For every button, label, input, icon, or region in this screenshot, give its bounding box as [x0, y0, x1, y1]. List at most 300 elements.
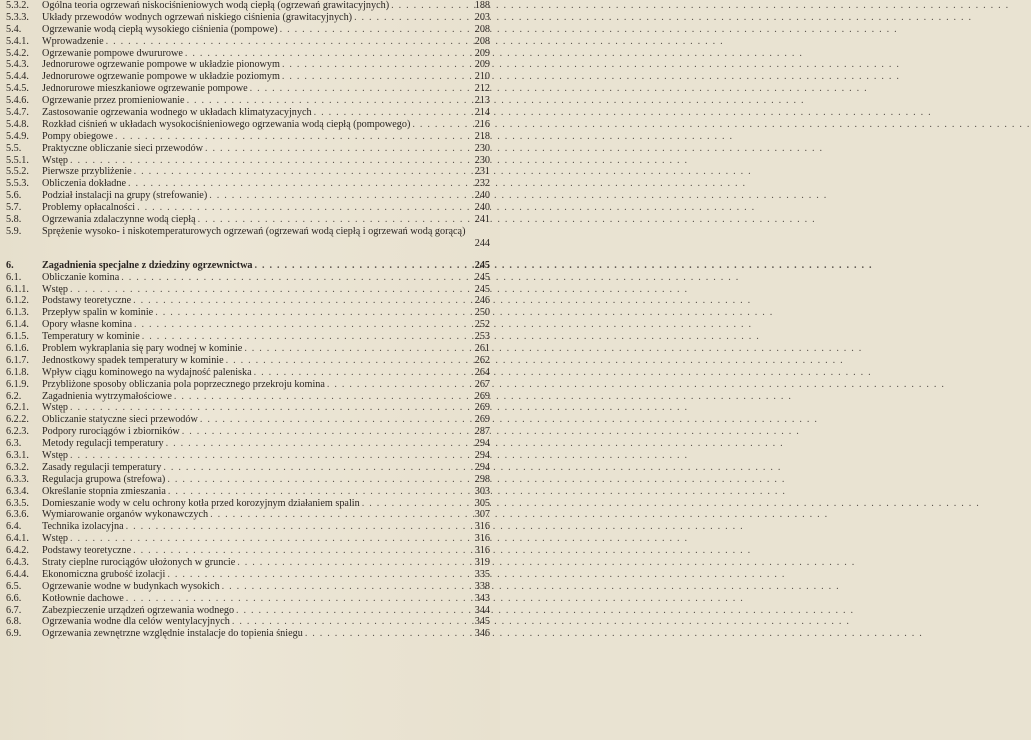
toc-entry — [6, 438, 490, 450]
toc-entry — [6, 24, 490, 36]
toc-entry-number: 6.5. — [6, 580, 22, 592]
dot-leader — [126, 593, 744, 605]
toc-entry-title: Pompy obiegowe — [42, 130, 114, 142]
toc-entry-number: 5.4.9. — [6, 130, 29, 142]
toc-entry-line — [42, 295, 466, 307]
toc-entry-line — [42, 605, 466, 617]
toc-page — [0, 0, 500, 740]
toc-entry-line — [42, 569, 466, 581]
toc-entry-number: 6.3. — [6, 438, 22, 450]
dot-leader — [70, 402, 688, 414]
toc-entry — [6, 426, 490, 438]
dot-leader — [210, 509, 828, 521]
toc-entry-line — [42, 367, 466, 379]
toc-entry-page: 305 — [474, 497, 490, 509]
toc-entry-number: 5.4.4. — [6, 71, 29, 83]
toc-entry-number: 5.4.8. — [6, 118, 29, 130]
toc-entry-number: 6.2. — [6, 390, 22, 402]
toc-entry-number: 5.4.6. — [6, 95, 29, 107]
toc-entry — [6, 166, 490, 178]
toc-entry-title: Pierwsze przybliżenie — [42, 166, 132, 178]
toc-entry-number: 5.9. — [6, 225, 22, 237]
toc-entry-page: 216 — [474, 118, 490, 130]
toc-entry-number: 5.6. — [6, 190, 22, 202]
toc-entry — [6, 319, 490, 331]
toc-entry-line — [42, 616, 466, 628]
toc-entry-page: 294 — [474, 449, 490, 461]
toc-entry-page: 307 — [474, 509, 490, 521]
toc-entry-title: Ogrzewania wodne dla celów wentylacyjnych — [42, 616, 230, 628]
toc-entry-title: Kotłownie dachowe — [42, 592, 124, 604]
toc-entry-page: 208 — [474, 23, 490, 35]
toc-entry-number: 6.3.3. — [6, 473, 29, 485]
toc-entry-line — [42, 486, 466, 498]
toc-entry-line — [42, 166, 466, 178]
toc-entry-title: Ogrzewanie przez promieniowanie — [42, 95, 185, 107]
toc-entry — [6, 202, 490, 214]
toc-entry-number: 5.3.2. — [6, 0, 29, 11]
toc-entry — [6, 226, 490, 250]
toc-entry-page: 287 — [474, 426, 490, 438]
toc-entry-page: 264 — [474, 366, 490, 378]
toc-entry — [6, 557, 490, 569]
toc-entry-title: Podpory rurociągów i zbiorników — [42, 426, 180, 438]
toc-entry — [6, 616, 490, 628]
toc-entry-number: 6.4.2. — [6, 545, 29, 557]
toc-entry-page: 261 — [474, 342, 490, 354]
dot-leader — [280, 24, 898, 36]
toc-entry-number: 5.5.3. — [6, 178, 29, 190]
toc-entry-number: 5.4.2. — [6, 47, 29, 59]
toc-entry-line — [42, 226, 466, 238]
toc-entry-number: 5.7. — [6, 202, 22, 214]
toc-entry-page: 345 — [474, 616, 490, 628]
toc-entry-page: 230 — [474, 142, 490, 154]
toc-entry-line — [42, 533, 466, 545]
toc-entry-page: 212 — [474, 83, 490, 95]
toc-entry-line — [42, 593, 466, 605]
toc-entry-title: Sprężenie wysoko- i niskotemperaturowych ogrzewań (ogrzewań wodą ciepłą i ogrzewań wodą gorącą) — [42, 225, 466, 237]
toc-entry-title: Obliczanie statyczne sieci przewodów — [42, 414, 198, 426]
dot-leader — [133, 545, 751, 557]
toc-entry — [6, 581, 490, 593]
toc-entry-number: 6.1.5. — [6, 331, 29, 343]
toc-entry-title: Wstęp — [42, 154, 69, 166]
toc-entry-page: 218 — [474, 130, 490, 142]
dot-leader — [314, 107, 932, 119]
toc-entry — [6, 284, 490, 296]
toc-entry-page: 246 — [474, 295, 490, 307]
dot-leader — [305, 628, 923, 640]
toc-entry — [6, 331, 490, 343]
toc-entry-number: 6.4.4. — [6, 568, 29, 580]
toc-entry — [6, 379, 490, 391]
toc-entry-title: Przepływ spalin w kominie — [42, 307, 154, 319]
toc-entry-number: 6.2.2. — [6, 414, 29, 426]
toc-entry — [6, 12, 490, 24]
toc-entry-page: 346 — [474, 628, 490, 640]
toc-entry — [6, 391, 490, 403]
dot-leader — [282, 71, 900, 83]
dot-leader — [70, 155, 688, 167]
toc-entry-title: Ogrzewania zewnętrzne względnie instalacje do topienia śniegu — [42, 628, 303, 640]
toc-entry — [6, 178, 490, 190]
dot-leader — [255, 260, 873, 272]
toc-entry-title: Problemy opłacalności — [42, 202, 136, 214]
dot-leader — [222, 581, 840, 593]
dot-leader — [244, 343, 862, 355]
dot-leader — [70, 284, 688, 296]
toc-entry-number: 5.4.1. — [6, 35, 29, 47]
toc-entry-page: 267 — [474, 378, 490, 390]
toc-entry-page: 269 — [474, 414, 490, 426]
dot-leader — [209, 190, 827, 202]
toc-entry-line — [42, 521, 466, 533]
dot-leader — [115, 131, 733, 143]
toc-entry-line — [42, 0, 466, 12]
toc-entry-title: Ogrzewanie wodne w budynkach wysokich — [42, 580, 220, 592]
toc-entry-line — [42, 379, 466, 391]
dot-leader — [126, 521, 744, 533]
toc-entry-title: Wstęp — [42, 533, 69, 545]
dot-leader — [254, 367, 872, 379]
toc-entry — [6, 593, 490, 605]
toc-entry-line — [42, 426, 466, 438]
toc-entry — [6, 462, 490, 474]
toc-entry-page: 230 — [474, 154, 490, 166]
toc-entry-line — [42, 557, 466, 569]
toc-entry — [6, 414, 490, 426]
toc-entry-title: Wstęp — [42, 402, 69, 414]
dot-leader — [70, 533, 688, 545]
toc-entry-line — [42, 59, 466, 71]
toc-entry-title: Jednorurowe ogrzewanie pompowe w układzie pionowym — [42, 59, 280, 71]
toc-entry-page: 232 — [474, 178, 490, 190]
toc-entry-line — [42, 545, 466, 557]
dot-leader — [200, 414, 818, 426]
toc-entry-line — [42, 355, 466, 367]
toc-entry — [6, 486, 490, 498]
toc-entry — [6, 295, 490, 307]
toc-entry-line — [42, 12, 466, 24]
dot-leader — [237, 557, 855, 569]
toc-entry-page: 269 — [474, 390, 490, 402]
toc-entry-page: 208 — [474, 35, 490, 47]
dot-leader — [232, 616, 850, 628]
toc-entry — [6, 307, 490, 319]
toc-entry-line — [42, 202, 466, 214]
toc-entry-number: 6.3.5. — [6, 497, 29, 509]
toc-entry-line — [42, 498, 466, 510]
toc-entry-page: 241 — [474, 214, 490, 226]
toc-entry-page: 214 — [474, 107, 490, 119]
toc-entry-title: Jednostkowy spadek temperatury w kominie — [42, 354, 224, 366]
toc-entry-line — [42, 119, 466, 131]
toc-entry — [6, 450, 490, 462]
dot-leader — [198, 214, 816, 226]
toc-entry-number: 6.2.3. — [6, 426, 29, 438]
toc-entry-title: Ogólna teoria ogrzewań niskociśnieniowych wodą ciepłą (ogrzewań grawitacyjnych) — [42, 0, 390, 11]
toc-entry-title: Podział instalacji na grupy (strefowanie) — [42, 190, 208, 202]
toc-entry-number: 6.4. — [6, 521, 22, 533]
toc-entry-page: 240 — [474, 190, 490, 202]
toc-entry-line — [42, 343, 466, 355]
toc-entry — [6, 214, 490, 226]
toc-entry-number: 6.1.8. — [6, 366, 29, 378]
toc-entry-page: 188 — [474, 0, 490, 11]
toc-entry — [6, 533, 490, 545]
toc-entry-page: 244 — [474, 237, 490, 249]
toc-entry-number: 5.4. — [6, 23, 22, 35]
toc-entry-page: 203 — [474, 11, 490, 23]
toc-entry-title: Opory własne komina — [42, 319, 132, 331]
toc-entry-title: Wstęp — [42, 283, 69, 295]
toc-entry-page: 269 — [474, 402, 490, 414]
toc-entry-title: Problem wykraplania się pary wodnej w kominie — [42, 342, 243, 354]
toc-entry-page: 231 — [474, 166, 490, 178]
toc-entry-line — [42, 319, 466, 331]
toc-entry-title: Określanie stopnia zmieszania — [42, 485, 166, 497]
dot-leader — [354, 12, 972, 24]
dot-leader — [142, 331, 760, 343]
toc-entry-number: 6.1.7. — [6, 354, 29, 366]
toc-entry-page: 262 — [474, 354, 490, 366]
dot-leader — [362, 498, 980, 510]
dot-leader — [134, 166, 752, 178]
toc-entry-number: 5.5.2. — [6, 166, 29, 178]
toc-entry-page: 343 — [474, 592, 490, 604]
toc-entry — [6, 36, 490, 48]
toc-entry-page: 294 — [474, 461, 490, 473]
toc-entry-number: 6.3.4. — [6, 485, 29, 497]
toc-entry-title: Ogrzewania zdalaczynne wodą ciepłą — [42, 214, 196, 226]
toc-entry-title: Układy przewodów wodnych ogrzewań niskiego ciśnienia (grawitacyjnych) — [42, 11, 353, 23]
toc-entry-page: 210 — [474, 71, 490, 83]
toc-entry-number: 6.9. — [6, 628, 22, 640]
toc-entry-page: 245 — [474, 271, 490, 283]
toc-entry-page: 240 — [474, 202, 490, 214]
toc-entry-title: Praktyczne obliczanie sieci przewodów — [42, 142, 203, 154]
dot-leader — [121, 272, 739, 284]
toc-entry-line — [42, 260, 466, 272]
toc-entry-page: 245 — [474, 283, 490, 295]
toc-entry-title: Ogrzewanie pompowe dwururowe — [42, 47, 183, 59]
toc-entry-number: 6.1.3. — [6, 307, 29, 319]
toc-entry-number: 6.3.2. — [6, 461, 29, 473]
toc-entry-line — [42, 438, 466, 450]
toc-entry-number: 6. — [6, 259, 14, 271]
toc-entry-page: 316 — [474, 545, 490, 557]
toc-entry — [6, 628, 490, 640]
toc-entry-page: 253 — [474, 331, 490, 343]
toc-entry-title: Straty cieplne rurociągów ułożonych w gruncie — [42, 556, 236, 568]
toc-entry-line — [42, 131, 466, 143]
toc-entry — [6, 474, 490, 486]
toc-entry-number: 6.3.6. — [6, 509, 29, 521]
toc-entry — [6, 143, 490, 155]
dot-leader — [137, 202, 755, 214]
toc-entry-title: Jednorurowe mieszkaniowe ogrzewanie pompowe — [42, 83, 248, 95]
toc-entry-line — [42, 307, 466, 319]
toc-entry-line — [42, 71, 466, 83]
toc-entry-number: 6.1.2. — [6, 295, 29, 307]
toc-entry-number: 6.1.1. — [6, 283, 29, 295]
toc-entry-page: 209 — [474, 59, 490, 71]
toc-entry-title: Podstawy teoretyczne — [42, 295, 132, 307]
toc-entry-title: Zasady regulacji temperatury — [42, 461, 162, 473]
toc-entry-line — [42, 509, 466, 521]
toc-entry-page: 316 — [474, 533, 490, 545]
toc-entry-number: 6.1. — [6, 271, 22, 283]
toc-entry-number: 5.5. — [6, 142, 22, 154]
toc-entry-page: 298 — [474, 473, 490, 485]
toc-entry — [6, 83, 490, 95]
dot-leader — [133, 295, 751, 307]
toc-entry-line — [42, 48, 466, 60]
toc-entry — [6, 0, 490, 12]
toc-entry-page: 213 — [474, 95, 490, 107]
toc-entry-title: Ekonomiczna grubość izolacji — [42, 568, 166, 580]
toc-entry-line — [42, 107, 466, 119]
toc-entry-title: Zagadnienia wytrzymałościowe — [42, 390, 172, 402]
toc-entry-number: 6.1.6. — [6, 342, 29, 354]
toc-entry-line — [42, 628, 466, 640]
toc-entry-title: Jednorurowe ogrzewanie pompowe w układzie poziomym — [42, 71, 280, 83]
toc-entry-number: 6.4.3. — [6, 556, 29, 568]
toc-entry — [6, 119, 490, 131]
dot-leader — [205, 143, 823, 155]
toc-entry — [6, 605, 490, 617]
toc-entry-title: Zastosowanie ogrzewania wodnego w układach klimatyzacyjnych — [42, 107, 312, 119]
toc-entry-line — [42, 24, 466, 36]
toc-entry — [6, 155, 490, 167]
toc-entry-line — [42, 95, 466, 107]
toc-entry-line — [42, 284, 466, 296]
toc-entry — [6, 131, 490, 143]
toc-entry-line — [42, 178, 466, 190]
toc-entry-line — [42, 155, 466, 167]
toc-entry — [6, 95, 490, 107]
toc-entry-number: 6.3.1. — [6, 449, 29, 461]
toc-entry — [6, 402, 490, 414]
toc-entry-line — [42, 581, 466, 593]
toc-entry-title: Zagadnienia specjalne z dziedziny ogrzewnictwa — [42, 259, 253, 271]
toc-entry — [6, 498, 490, 510]
dot-leader — [412, 119, 1030, 131]
toc-entry-number: 5.8. — [6, 214, 22, 226]
toc-entry-number: 6.8. — [6, 616, 22, 628]
toc-entry-number: 6.4.1. — [6, 533, 29, 545]
toc-entry-number: 6.7. — [6, 604, 22, 616]
toc-entry-number: 6.2.1. — [6, 402, 29, 414]
toc-entry-line — [42, 190, 466, 202]
toc-entry — [6, 260, 490, 272]
toc-entry — [6, 59, 490, 71]
toc-entry-title: Domieszanie wody w celu ochrony kotła przed korozyjnym działaniem spalin — [42, 497, 360, 509]
toc-entry-line — [42, 450, 466, 462]
toc-entry-page: 316 — [474, 521, 490, 533]
toc-entry-number: 6.1.4. — [6, 319, 29, 331]
toc-entry-number: 5.4.7. — [6, 107, 29, 119]
toc-entry-title: Wstęp — [42, 449, 69, 461]
dot-leader — [327, 379, 945, 391]
dot-leader — [282, 59, 900, 71]
toc-entry — [6, 545, 490, 557]
toc-entry-title: Podstawy teoretyczne — [42, 545, 132, 557]
toc-entry — [6, 107, 490, 119]
toc-entry-title: Obliczanie komina — [42, 271, 120, 283]
toc-entry-line — [42, 214, 466, 226]
toc-entry-title: Wprowadzenie — [42, 35, 104, 47]
toc-entry-title: Metody regulacji temperatury — [42, 438, 164, 450]
toc-entry — [6, 48, 490, 60]
toc-entry-number: 6.6. — [6, 592, 22, 604]
toc-entry-page: 252 — [474, 319, 490, 331]
toc-entry — [6, 521, 490, 533]
table-of-contents — [6, 0, 490, 640]
toc-entry-line — [42, 272, 466, 284]
toc-entry-page: 344 — [474, 604, 490, 616]
toc-entry-line — [42, 474, 466, 486]
toc-entry — [6, 509, 490, 521]
toc-entry-number: 5.4.5. — [6, 83, 29, 95]
toc-entry-page: 250 — [474, 307, 490, 319]
toc-entry — [6, 355, 490, 367]
toc-entry-page: 319 — [474, 556, 490, 568]
dot-leader — [182, 426, 800, 438]
toc-entry-title: Rozkład ciśnień w układach wysokociśnieniowego ogrzewania wodą ciepłą (pompowego) — [42, 118, 411, 130]
toc-entry-title: Wpływ ciągu kominowego na wydajność paleniska — [42, 366, 252, 378]
dot-leader — [134, 319, 752, 331]
toc-entry — [6, 343, 490, 355]
dot-leader — [226, 355, 844, 367]
dot-leader — [70, 450, 688, 462]
toc-entry-title: Wymiarowanie organów wykonawczych — [42, 509, 209, 521]
toc-entry-line — [42, 391, 466, 403]
toc-entry-line — [42, 83, 466, 95]
toc-entry-title: Regulacja grupowa (strefowa) — [42, 473, 166, 485]
toc-entry-line — [42, 462, 466, 474]
toc-entry — [6, 190, 490, 202]
toc-entry-page: 303 — [474, 485, 490, 497]
toc-entry-title: Ogrzewanie wodą ciepłą wysokiego ciśnienia (pompowe) — [42, 23, 278, 35]
toc-entry-page: 338 — [474, 580, 490, 592]
dot-leader — [155, 307, 773, 319]
toc-entry-title: Technika izolacyjna — [42, 521, 124, 533]
toc-entry-page: 294 — [474, 438, 490, 450]
toc-entry-title: Przybliżone sposoby obliczania pola poprzecznego przekroju komina — [42, 378, 325, 390]
toc-entry — [6, 569, 490, 581]
toc-entry-page: 245 — [474, 259, 490, 271]
toc-entry-line — [42, 402, 466, 414]
toc-entry-number: 6.1.9. — [6, 378, 29, 390]
toc-entry-number: 5.5.1. — [6, 154, 29, 166]
toc-entry-title: Temperatury w kominie — [42, 331, 140, 343]
toc-entry — [6, 367, 490, 379]
toc-entry-page: 335 — [474, 568, 490, 580]
toc-entry-title: Zabezpieczenie urządzeń ogrzewania wodnego — [42, 604, 235, 616]
dot-leader — [236, 605, 854, 617]
toc-entry-line — [42, 143, 466, 155]
dot-leader — [185, 48, 803, 60]
toc-entry — [6, 71, 490, 83]
toc-entry — [6, 272, 490, 284]
dot-leader — [106, 36, 724, 48]
dot-leader — [187, 95, 805, 107]
dot-leader — [250, 83, 868, 95]
toc-entry-line — [42, 331, 466, 343]
toc-entry-line — [42, 414, 466, 426]
